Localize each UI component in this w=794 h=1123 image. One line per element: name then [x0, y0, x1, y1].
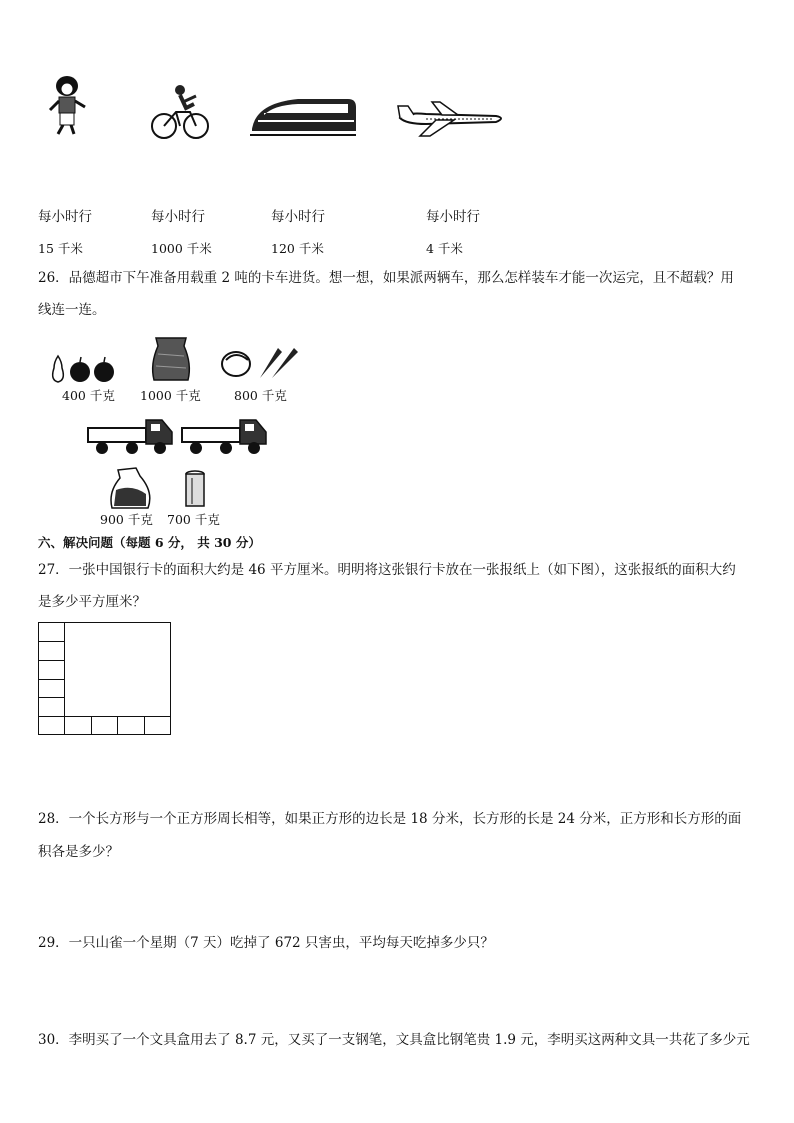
speed-value-2: 1000 千米 — [151, 241, 212, 256]
can-image — [184, 470, 206, 510]
sack-image — [148, 334, 194, 382]
speed-prefix-2: 每小时行 — [151, 209, 205, 225]
speed-prefix-4: 每小时行 — [426, 209, 480, 225]
section-heading: 六、解决问题（每题 6 分， 共 30 分） — [38, 535, 261, 550]
goods-weight-3: 800 千克 — [234, 388, 287, 403]
airplane-image — [396, 98, 508, 140]
q28-text-line2: 积各是多少？ — [38, 844, 119, 860]
q26-text-line2: 线连一连。 — [38, 302, 106, 318]
q27-text-line1: 27．一张中国银行卡的面积大约是 46 平方厘米。明明将这张银行卡放在一张报纸上（如下图），这张报纸的面积大约 — [38, 562, 736, 578]
q29-text-line1: 29．一只山雀一个星期（7 天）吃掉了 672 只害虫，平均每天吃掉多少只？ — [38, 935, 494, 951]
goods-weight-2: 1000 千克 — [140, 388, 201, 403]
goods-weight-4: 900 千克 — [100, 512, 153, 527]
truck-left-image — [86, 414, 174, 456]
goods-weight-5: 700 千克 — [167, 512, 220, 527]
q27-text-line2: 是多少平方厘米？ — [38, 594, 146, 610]
speed-value-1: 15 千米 — [38, 241, 83, 256]
speed-value-4: 4 千米 — [426, 241, 463, 256]
fruit-image — [48, 352, 120, 384]
speed-prefix-1: 每小时行 — [38, 209, 92, 225]
speed-value-3: 120 千米 — [271, 241, 324, 256]
train-image — [248, 93, 358, 139]
q28-text-line1: 28．一个长方形与一个正方形周长相等，如果正方形的边长是 18 分米，长方形的长是 24 分米，正方形和长方形的面 — [38, 811, 742, 827]
goods-weight-1: 400 千克 — [62, 388, 115, 403]
bag-image — [106, 466, 156, 510]
q30-text-line1: 30．李明买了一个文具盒用去了 8.7 元，又买了一支钢笔，文具盒比钢笔贵 1.9 元，李明买这两种文具一共花了多少元 — [38, 1032, 750, 1048]
newspaper-grid-diagram — [38, 622, 172, 736]
girl-walking-image — [44, 74, 90, 138]
cyclist-image — [150, 82, 210, 142]
speed-prefix-3: 每小时行 — [271, 209, 325, 225]
vegetables-image — [220, 342, 302, 382]
q26-text-line1: 26．品德超市下午准备用载重 2 吨的卡车进货。想一想，如果派两辆车，那么怎样装车才能一次运完，且不超载？用 — [38, 270, 734, 286]
truck-right-image — [180, 414, 268, 456]
